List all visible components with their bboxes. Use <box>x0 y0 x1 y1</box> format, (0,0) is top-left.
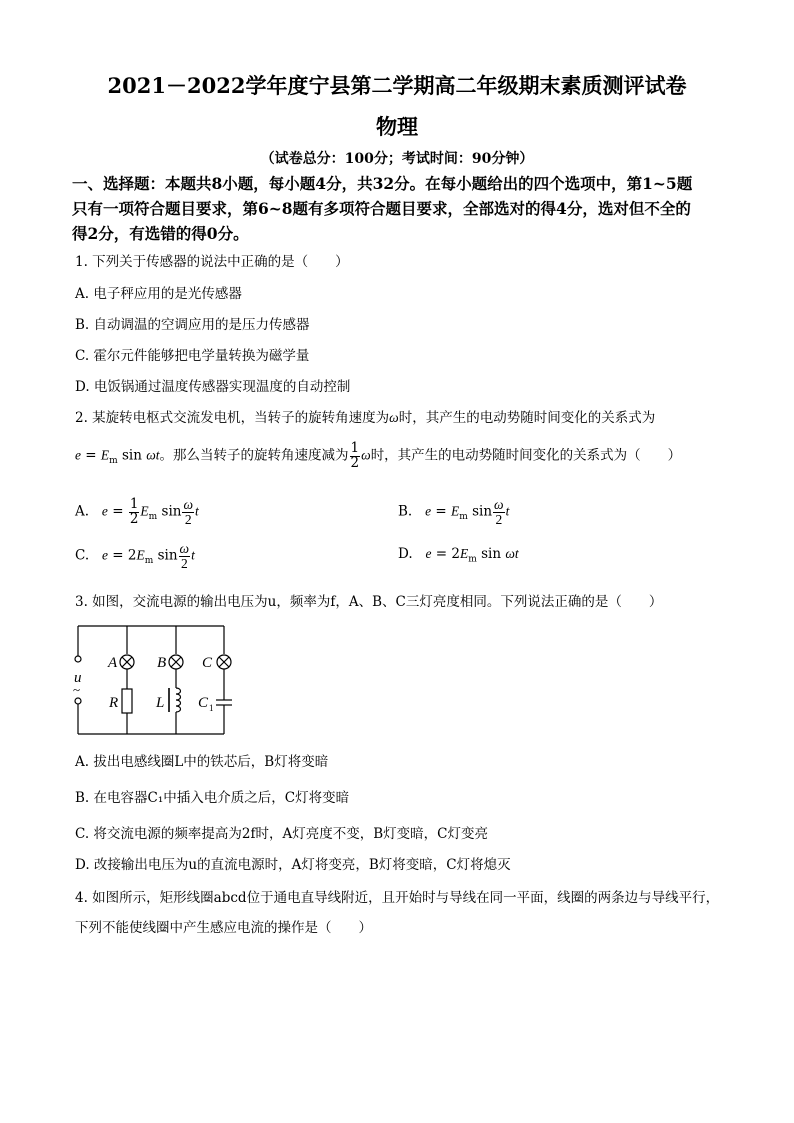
question-3-stem: 3. 如图，交流电源的输出电压为u，频率为f，A、B、C三灯亮度相同。下列说法正确的是（ ） <box>75 594 663 610</box>
circuit-diagram <box>68 620 248 740</box>
question-1-option-d: D. 电饭锅通过温度传感器实现温度的自动控制 <box>75 379 351 395</box>
question-3-option-b: B. 在电容器C₁中插入电介质之后，C灯将变暗 <box>75 790 350 806</box>
question-2-option-a: A. e = $\frac{1}{2}$ $E_m$ sin $\frac{\omega}{2}$ t <box>75 496 199 527</box>
question-2-stem-line-2: $e = E_m$ sin ωt。那么当转子的旋转角速度减为 $\frac{1}{2}$ ω时，其产生的电动势随时间变化的关系式为（ ） <box>75 440 682 471</box>
question-1-option-b: B. 自动调温的空调应用的是压力传感器 <box>75 317 310 333</box>
question-2-option-b: B. $e = E_m$ sin $\frac{\omega}{2}$ t <box>398 497 510 527</box>
question-2-option-c: C. $e = 2E_m$ sin $\frac{\omega}{2}$ t <box>75 541 195 571</box>
question-3-option-c: C. 将交流电源的频率提高为2f时，A灯亮度不变，B灯变暗，C灯变亮 <box>75 826 489 842</box>
label-r: R <box>109 695 119 711</box>
section-instructions-line-3: 得2分，有选错的得0分。 <box>72 224 249 243</box>
question-3-option-a: A. 拔出电感线圈L中的铁芯后，B灯将变暗 <box>75 754 329 770</box>
question-1-stem: 1. 下列关于传感器的说法中正确的是（ ） <box>75 254 349 270</box>
exam-title: 2021－2022学年度宁县第二学期高二年级期末素质测评试卷 <box>107 73 687 98</box>
label-b: B <box>157 655 167 671</box>
question-1-option-a: A. 电子秤应用的是光传感器 <box>75 286 242 302</box>
ac-symbol: ~ <box>73 682 81 697</box>
inductor-l <box>176 688 181 712</box>
label-c: C <box>202 655 213 671</box>
question-4-stem-line-2: 下列不能使线圈中产生感应电流的操作是（ ） <box>75 920 372 936</box>
question-4-stem-line-1: 4. 如图所示，矩形线圈abcd位于通电直导线附近，且开始时与导线在同一平面，线圈的两条边与导线平行， <box>75 890 720 906</box>
question-2-option-d: D. $e = 2E_m$ sin ωt <box>398 546 519 565</box>
question-2-stem-line-1: 2. 某旋转电枢式交流发电机，当转子的旋转角速度为ω时，其产生的电动势随时间变化的关系式为 <box>75 410 656 426</box>
label-l: L <box>156 695 165 711</box>
resistor-r <box>122 689 132 713</box>
label-c1-subscript: 1 <box>209 703 214 713</box>
label-a: A <box>108 655 118 671</box>
section-instructions-line-1: 一、选择题：本题共8小题，每小题4分，共32分。在每小题给出的四个选项中，第1~5题 <box>72 174 693 193</box>
question-1-option-c: C. 霍尔元件能够把电学量转换为磁学量 <box>75 348 310 364</box>
label-u: u <box>74 670 82 686</box>
question-3-option-d: D. 改接输出电压为u的直流电源时，A灯将变亮，B灯将变暗，C灯将熄灭 <box>75 857 511 873</box>
exam-info: （试卷总分：100分；考试时间：90分钟） <box>260 151 534 167</box>
subject-title: 物理 <box>376 114 418 139</box>
section-instructions-line-2: 只有一项符合题目要求，第6~8题有多项符合题目要求，全部选对的得4分，选对但不全的 <box>72 199 691 218</box>
label-c1: C <box>198 695 209 711</box>
